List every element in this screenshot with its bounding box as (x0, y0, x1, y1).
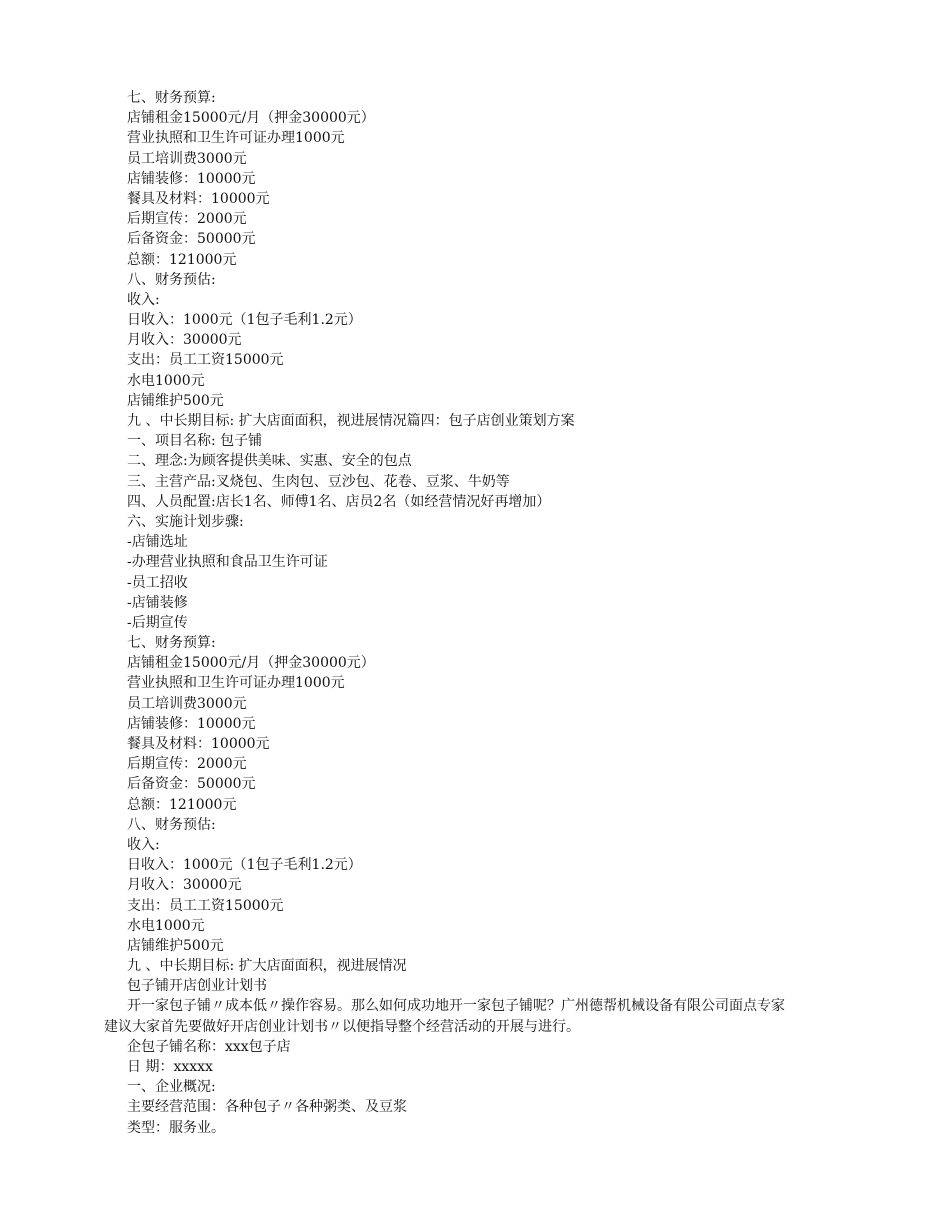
text-line: 店铺维护500元 (127, 937, 224, 954)
text-line: 日 期：xxxxx (127, 1059, 213, 1075)
company-overview-lines (127, 1037, 867, 1138)
text-line: -店铺装修 (127, 594, 188, 611)
text-line: 主要经营范围：各种包子〃各种粥类、及豆浆 (127, 1099, 407, 1116)
text-line: 八、财务预估: (127, 816, 216, 833)
text-line: 月收入：30000元 (127, 877, 242, 894)
text-line: 收入: (127, 291, 160, 308)
text-line: 一、企业概况: (127, 1079, 216, 1096)
text-line: 七、财务预算: (127, 90, 216, 106)
text-line: 类型：服务业。 (127, 1119, 225, 1136)
text-line: 水电1000元 (127, 372, 205, 389)
text-line: -店铺选址 (127, 534, 188, 551)
text-line: 一、项目名称: 包子铺 (127, 433, 263, 450)
text-line: 支出：员工工资15000元 (127, 897, 284, 914)
text-line: 收入: (127, 836, 160, 853)
text-line: 支出：员工工资15000元 (127, 352, 284, 369)
text-line: 后期宣传：2000元 (127, 211, 247, 228)
text-lines (127, 88, 867, 996)
text-line: 水电1000元 (127, 917, 205, 934)
text-line: 后期宣传：2000元 (127, 756, 247, 773)
document-body (104, 88, 867, 1138)
text-line: 员工培训费3000元 (127, 695, 247, 712)
text-line: 月收入：30000元 (127, 332, 242, 349)
text-line: 七、财务预算: (127, 635, 216, 652)
text-line: 二、理念:为顾客提供美味、实惠、安全的包点 (127, 453, 412, 470)
text-line: 九 、中长期目标: 扩大店面面积，视进展情况篇四：包子店创业策划方案 (127, 413, 575, 429)
text-line: 三、主营产品:叉烧包、生肉包、豆沙包、花卷、豆浆、牛奶等 (127, 473, 510, 490)
text-line: 日收入：1000元（1包子毛利1.2元） (127, 857, 362, 874)
intro-paragraph (104, 996, 867, 1036)
text-line: 后备资金：50000元 (127, 231, 256, 248)
text-line: -员工招收 (127, 574, 188, 591)
text-line: -后期宣传 (127, 614, 188, 631)
text-line: 日收入：1000元（1包子毛利1.2元） (127, 312, 362, 329)
text-line: 店铺租金15000元/月（押金30000元） (127, 655, 375, 672)
text-line: 六、实施计划步骤: (127, 513, 244, 530)
text-line: 餐具及材料：10000元 (127, 736, 270, 752)
text-line: 四、人员配置:店长1名、师傅1名、店员2名（如经营情况好再增加） (127, 493, 551, 510)
text-line: 总额：121000元 (127, 251, 237, 268)
text-line: 总额：121000元 (127, 796, 237, 813)
text-line: 企包子铺名称：xxx包子店 (127, 1038, 291, 1055)
text-line: 餐具及材料：10000元 (127, 190, 270, 207)
text-line: 店铺租金15000元/月（押金30000元） (127, 110, 375, 127)
text-line: -办理营业执照和食品卫生许可证 (127, 554, 328, 571)
text-line: 员工培训费3000元 (127, 150, 247, 167)
text-line: 包子铺开店创业计划书 (127, 978, 267, 995)
text-line: 九 、中长期目标: 扩大店面面积，视进展情况 (127, 958, 407, 975)
text-line: 店铺装修：10000元 (127, 170, 256, 187)
text-line: 营业执照和卫生许可证办理1000元 (127, 130, 345, 147)
paragraph-line: 建议大家首先要做好开店创业计划书〃以便指导整个经营活动的开展与进行。 (104, 1018, 580, 1035)
text-line: 后备资金：50000元 (127, 776, 256, 793)
text-line: 营业执照和卫生许可证办理1000元 (127, 675, 345, 692)
text-line: 店铺装修：10000元 (127, 715, 256, 732)
paragraph-line: 开一家包子铺〃成本低〃操作容易。那么如何成功地开一家包子铺呢？广州德帮机械设备有限公司面点专家 (127, 998, 785, 1015)
text-line: 店铺维护500元 (127, 392, 224, 409)
text-line: 八、财务预估: (127, 271, 216, 288)
